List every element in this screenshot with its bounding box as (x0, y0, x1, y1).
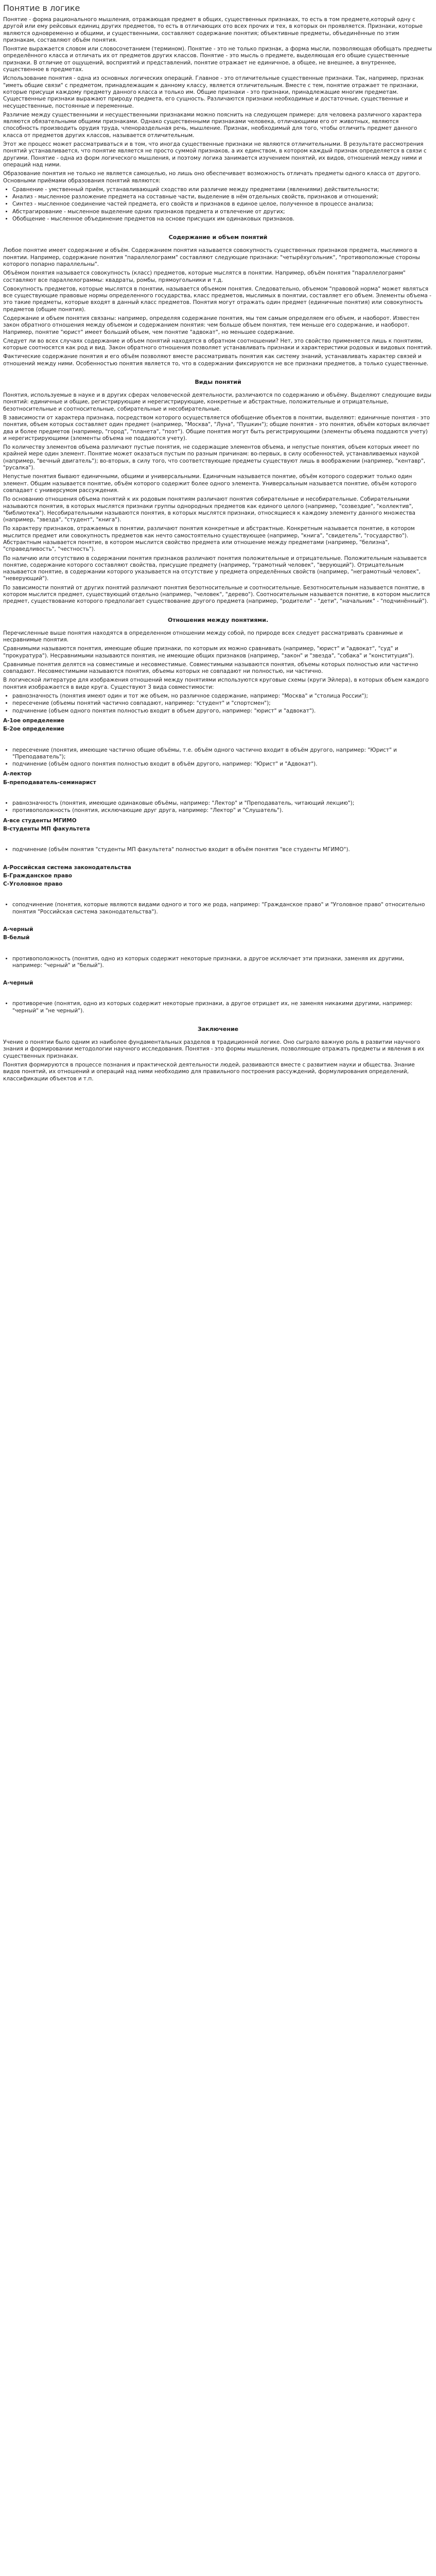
task-list (3, 1001, 433, 1014)
tasks-section (3, 718, 433, 1014)
intro-paragraph: Образование понятия не только не является самоцелью, но лишь оно обеспечивает возможность отличать предметы одного класса от другого. Основными приёмами образования понятий являются: (3, 171, 421, 184)
section-heading: Заключение (197, 1026, 239, 1033)
task-block (3, 919, 433, 969)
compat-list (3, 693, 433, 715)
list-item: • Абстрагирование - мысленное выделение одних признаков предмета и отвлечение от других; (12, 209, 433, 215)
task-list (3, 846, 433, 853)
answer-label: А-лектор (3, 771, 32, 777)
section-heading: Виды понятий (195, 379, 241, 386)
section-paragraph: В зависимости от характера признака, посредством которого осуществляется обобщение объектов в понятии, выделяют: единичные понятия - это понятия, объем которых составляет один предмет (например, "Москва", "Луна", "Пушкин"); общие понятия - это понятия, объём которых включает два и более предметов (например, "город", "планета", "поэт"). Общие понятия могут быть регистрирующими (элементы объема поддаются учету) и нерегистрирующими (элементы объема не поддаются учету). (3, 414, 430, 442)
section-paragraph: Непустые понятия бывают единичными, общими и универсальными. Единичным называется понятие, объём которого содержит только один элемент. Общим называется понятие, объём которого содержит более одного элемента. Универсальным называется понятие, объём которого совпадает с универсумом рассуждения. (3, 473, 417, 494)
task-block (3, 771, 433, 814)
section-heading: Содержание и объем понятий (168, 234, 268, 241)
section-paragraph: Учение о понятии было одним из наиболее фундаментальных разделов в традиционной логике. Оно сыграло важную роль в развитии научного знания и формировании методологии научного исследования. Понятия - это формы мышления, позволяющие отражать предметы и явления в их существенных признаках. (3, 1039, 425, 1059)
section-paragraph: По наличию или отсутствию в содержании понятия признаков различают понятия положительные и отрицательные. Положительным называется понятие, содержание которого составляют свойства, присущие предмету (например, "грамотный человек", "верующий"). Отрицательным называется понятие, в содержании которого указывается на отсутствие у предмета определённых свойств (например, "неграмотный человек", "неверующий"). (3, 555, 427, 582)
section-paragraph: По характеру признаков, отражаемых в понятии, различают понятия конкретные и абстрактные. Конкретным называется понятие, в котором мыслится предмет или совокупность предметов как нечто самостоятельно существующее (например, "книга", "свидетель", "государство"). Абстрактным называется понятие, в котором мыслится свойство предмета или отношение между предметами (например, "белизна", "справедливость", "честность"). (3, 526, 415, 553)
intro-section (3, 16, 433, 223)
list-item: • пересечение (понятия, имеющие частично общие объёмы, т.е. объём одного частично входит в объём другого, например: "Юрист" и "Преподаватель"); (12, 747, 433, 761)
page-title: Понятие в логике (3, 3, 80, 13)
section-paragraph: В логической литературе для изображения отношений между понятиями используются круговые схемы (круги Эйлера), в которых объем каждого понятия изображается в виде круга. Существуют 3 вида совместимости: (3, 677, 429, 690)
answer-label: А-все студенты МГИМО (3, 817, 77, 824)
list-item: • подчинение (объем одного понятия полностью входит в объем другого, например: "юрист" и "адвокат"). (12, 708, 433, 715)
relations-section (3, 617, 433, 715)
section-paragraph: По количеству элементов объема различают пустые понятия, не содержащие элементов объема, и непустые понятия, объем которых имеет по крайней мере один элемент. Понятие может оказаться пустым по разным причинам: во-первых, в силу особенностей, устанавливаемых наукой (например, "вечный двигатель"); во-вторых, в силу того, что соответствующие предметы существуют лишь в воображении (например, "кентавр", "русалка"). (3, 444, 426, 471)
section-paragraph: Понятия, используемые в науке и в других сферах человеческой деятельности, различаются по содержанию и объёму. Выделяют следующие виды понятий: единичные и общие, регистрирующие и нерегистрирующие, конкретные и абстрактные, положительные и отрицательные, безотносительные и соотносительные, собирательные и несобирательные. (3, 392, 432, 412)
section-paragraph: Понятия формируются в процессе познания и практической деятельности людей, развиваются вместе с развитием науки и общества. Знание видов понятий, их отношений и операций над ними необходимо для правильного построения рассуждений, формулирования определений, классификации объектов и т.п. (3, 1061, 415, 1082)
section-paragraph: Содержание и объем понятия связаны: например, определяя содержание понятия, мы тем самым определяем его объем, и наоборот. Известен закон обратного отношения между объемом и содержанием понятия: чем больше объем понятия, тем меньше его содержание, и наоборот. Например, понятие "юрист" имеет больший объем, чем понятие "адвокат", но меньшее содержание. (3, 315, 420, 335)
task-list (3, 800, 433, 815)
answer-label: Б-2ое определение (3, 726, 64, 733)
answer-label: Б-Гражданское право (3, 872, 72, 879)
list-item: • подчинение (объём понятия "студенты МП факультета" полностью входит в объём понятия "все студенты МГИМО"). (12, 846, 433, 853)
list-item: • соподчинение (понятия, которые являются видами одного и того же рода, например: "Гражданское право" и "Уголовное право" относительно понятия "Российская система законодательства"). (12, 902, 433, 916)
task-list (3, 956, 433, 970)
list-item: • Анализ - мысленное разложение предмета на составные части, выделение в нём отдельных свойств, признаков и отношений; (12, 194, 433, 200)
list-item: • Синтез - мысленное соединение частей предмета, его свойств и признаков в единое целое, полученное в процессе анализа; (12, 201, 433, 208)
list-item: • подчинение (объём одного понятия полностью входит в объём другого, например: "Юрист" и "Адвокат"). (12, 761, 433, 768)
intro-paragraph: Понятие - форма рационального мышления, отражающая предмет в общих, существенных признаках, то есть в том предмете,который одну с другой или ему рейсовых единиц других предметов, то есть в отличающих ото всех прочих и тех, в которых он проявляется. Признаки, которые являются одновременно и общими, и существенными, составляют содержание понятия; объективные предметы, объединённые по этим признакам, составляют объём понятия. (3, 16, 423, 43)
section-paragraph: По зависимости понятий от других понятий различают понятия безотносительные и соотносительные. Безотносительным называется понятие, в котором мыслится предмет, существующий отдельно (например, "человек", "дерево"). Соотносительным называется понятие, в котором мыслится предмет, существование которого предполагает существование другого предмета (например, "родители" - "дети", "начальник" - "подчинённый"). (3, 584, 430, 605)
intro-paragraph: Этот же процесс может рассматриваться и в том, что иногда существенные признаки не являются отличительными. В результате рассмотрения понятий устанавливается, что понятие является не просто суммой признаков, а их единством, в котором каждый признак определяется в связи с другими. Понятие - одна из форм логического мышления, и поэтому логика занимается изучением понятий, их видов, отношений между ними и операций над ними. (3, 141, 427, 168)
list-item: • противоположность (понятия, исключающие друг друга, например: "Лектор" и "Слушатель"). (12, 807, 433, 814)
task-block (3, 718, 433, 768)
task-list (3, 747, 433, 768)
intro-paragraph: Использование понятия - одна из основных логических операций. Главное - это отличительные существенные признаки. Так, например, признак "иметь общие связи" с предметом, принадлежащим к данному классу, является отличительным. Вместе с тем, понятие отражает те признаки, которые присущи каждому предмету данного класса и только им. Общие признаки - это признаки, принадлежащие многим предметам. Существенные признаки выражают природу предмета, его сущность. Различаются признаки необходимые и достаточные, существенные и несущественные, постоянные и переменные. (3, 75, 424, 109)
answer-label: А-черный (3, 980, 33, 987)
list-item: • противоположность (понятия, одно из которых содержит некоторые признаки, а другое исключает эти признаки, заменяя их другими, например: "черный" и "белый"). (12, 956, 433, 970)
section-paragraph: Любое понятие имеет содержание и объём. Содержанием понятия называется совокупность существенных признаков предмета, мыслимого в понятии. Например, содержание понятия "параллелограмм" составляют следующие признаки: "четырёхугольник", "противоположные стороны которого попарно параллельны". (3, 247, 420, 267)
formation-list (3, 187, 433, 223)
section-paragraph: Совокупность предметов, которые мыслятся в понятии, называется объемом понятия. Следовательно, объемом "правовой норма" может являться все существующие правовые нормы определенного государства, класс предметов, мыслимых в понятии, составляет его объем. Элементы объема - это такие предметы, которые входят в данный класс предметов. Понятия могут отражать один предмет (единичные понятия) или совокупность предметов (общие понятия). (3, 285, 431, 313)
task-block (3, 818, 433, 854)
list-item: • Обобщение - мысленное объединение предметов на основе присущих им одинаковых признаков. (12, 216, 433, 223)
answer-label: А-черный (3, 926, 33, 933)
section-paragraph: Сравнимые понятия делятся на совместимые и несовместимые. Совместимыми называются понятия, объемы которых полностью или частично совпадают. Несовместимыми называются понятия, объемы которых не совпадают ни полностью, ни частично. (3, 661, 418, 675)
answer-label: А-Российская система законодательства (3, 864, 131, 871)
answer-label: В-белый (3, 935, 30, 941)
section-paragraph: Объёмом понятия называется совокупность (класс) предметов, которые мыслятся в понятии. Например, объём понятия "параллелограмм" составляют все параллелограммы: квадраты, ромбы, прямоугольники и т.д. (3, 270, 406, 283)
list-item: • равнозначность (понятия имеют один и тот же объем, но различное содержание, например: "Москва" и "столица России"); (12, 693, 433, 700)
types-section (3, 379, 433, 605)
section-paragraph: Фактические содержание понятия и его объём позволяют вместе рассматривать понятия как систему знаний, устанавливать характер связей и отношений между ними. Особенностью понятия является то, что в содержании фиксируются не все признаки предметов, а только существенные. (3, 353, 429, 367)
intro-paragraph: Различие между существенными и несущественными признаками можно пояснить на следующем примере: для человека различного характера являются обязательными общими признаками. Однако существенными признаками человека, отличающими его от животных, являются способность производить орудия труда, членораздельная речь, мышление. Признак, необходимый для того, чтобы отличить предмет данного класса от предметов других классов, называется отличительным. (3, 111, 422, 139)
section-paragraph: По основанию отношения объема понятий к их родовым понятиям различают понятия собирательные и несобирательные. Собирательными называются понятия, в которых мыслятся признаки группы однородных предметов как единого целого (например, "созвездие", "коллектив", "библиотека"). Несобирательными называются понятия, в которых мыслятся признаки, относящиеся к каждому элементу данного множества (например, "звезда", "студент", "книга"). (3, 496, 415, 523)
answer-label: А-1ое определение (3, 717, 65, 724)
section-paragraph: Следует ли во всех случаях содержание и объем понятий находятся в обратном соотношении? Нет, это свойство применяется лишь к понятиям, которые соотносятся как род и вид. Закон обратного отношения позволяет устанавливать признаки и характеристики родовых и видовых понятий. (3, 337, 432, 351)
answer-label: С-Уголовное право (3, 881, 63, 888)
list-item: • пересечение (объемы понятий частично совпадают, например: "студент" и "спортсмен"); (12, 700, 433, 707)
section-paragraph: Сравнимыми называются понятия, имеющие общие признаки, по которым их можно сравнивать (например, "юрист" и "адвокат", "суд" и "прокуратура"). Несравнимыми называются понятия, не имеющие общих признаков (например, "закон" и "звезда", "собака" и "конституция"). (3, 646, 414, 659)
content-volume-section (3, 234, 433, 367)
section-paragraph: Перечисленные выше понятия находятся в определенном отношении между собой, по природе всех следует рассматривать сравнимые и несравнимые понятия. (3, 630, 403, 643)
document-page (0, 0, 436, 1090)
answer-label: Б-преподаватель-семинарист (3, 779, 96, 786)
list-item: • Сравнение - умственный приём, устанавливающий сходство или различие между предметами (явлениями) действительности; (12, 187, 433, 193)
intro-paragraph: Понятие выражается словом или словосочетанием (термином). Понятие - это не только признак, а форма мысли, позволяющая обобщать предметы определённого класса и отличать их от предметов других классов. Понятие - это мысль о предмете, выделяющая его общие существенные признаки. В отличие от ощущений, восприятий и представлений, понятие отражает не единичное, а общее, не внешнее, а внутреннее, существенное в предметах. (3, 46, 432, 73)
task-block (3, 972, 433, 1014)
task-block (3, 857, 433, 916)
list-item: • равнозначность (понятия, имеющие одинаковые объёмы, например: "Лектор" и "Преподаватель, читающий лекцию"); (12, 800, 433, 807)
task-list (3, 902, 433, 916)
conclusion-section (3, 1026, 433, 1082)
answer-label: В-студенты МП факультета (3, 825, 90, 832)
section-heading: Отношения между понятиями. (167, 616, 269, 623)
list-item: • противоречие (понятия, одно из которых содержит некоторые признаки, а другое отрицает их, не заменяя никакими другими, например: "черный" и "не черный"). (12, 1001, 433, 1014)
